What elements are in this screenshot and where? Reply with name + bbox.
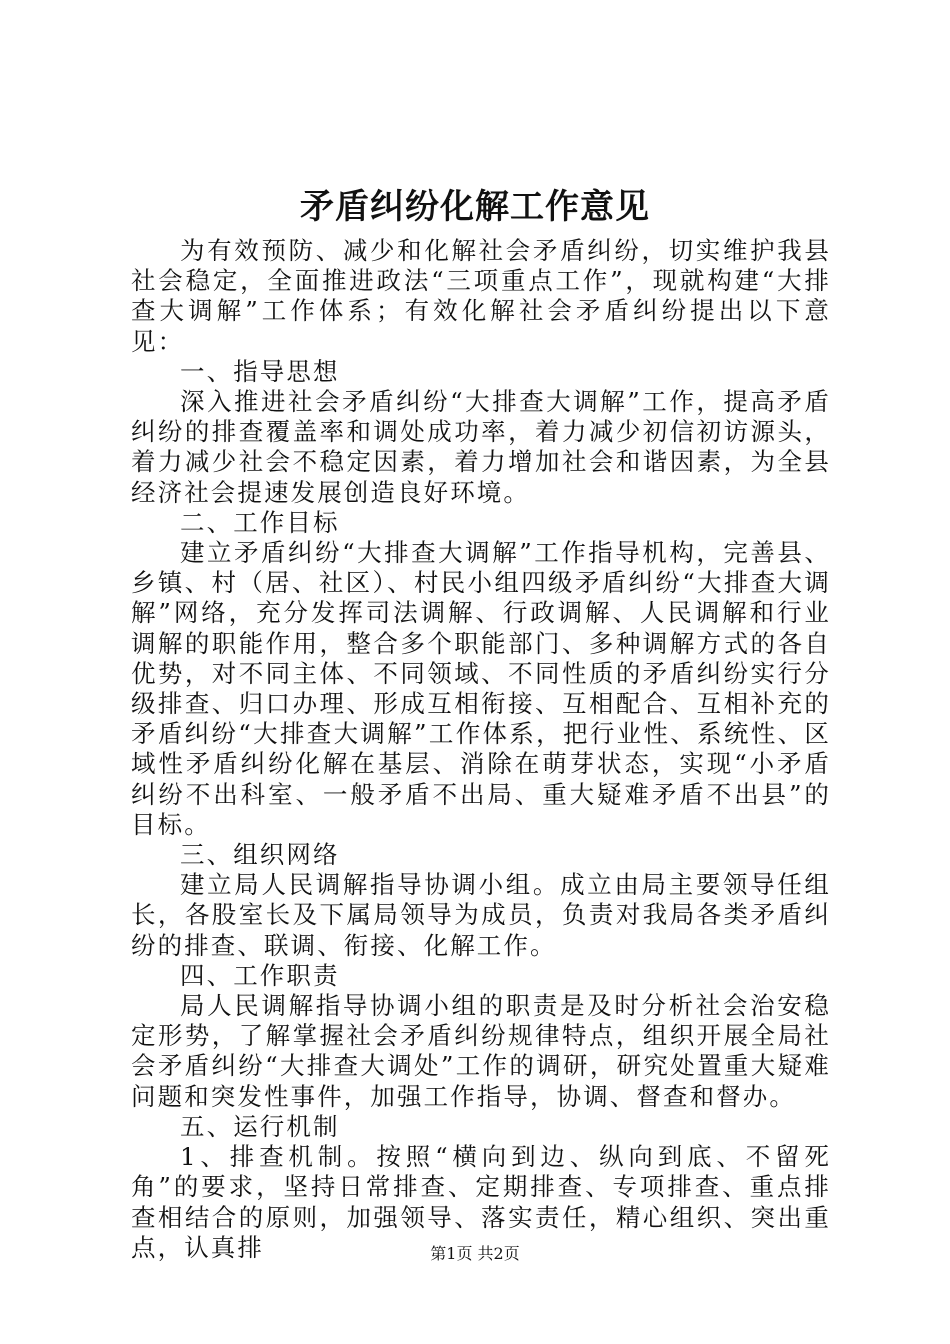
paragraph-organization-network: 建立局人民调解指导协调小组。成立由局主要领导任组长，各股室长及下属局领导为成员，负责对我局各类矛盾纠纷的排查、联调、衔接、化解工作。 (131, 870, 831, 960)
section-heading-guiding-thought: 一、指导思想 (180, 356, 340, 386)
paragraph-guiding-thought: 深入推进社会矛盾纠纷“大排查大调解”工作，提高矛盾纠纷的排查覆盖率和调处成功率，着力减少初信初访源头，着力减少社会不稳定因素，着力增加社会和谐因素，为全县经济社会提速发展创造良好环境。 (131, 387, 831, 507)
paragraph-screening-mechanism: 1、排查机制。按照“横向到边、纵向到底、不留死角”的要求，坚持日常排查、定期排查、专项排查、重点排查相结合的原则，加强领导、落实责任，精心组织、突出重点，认真排 (131, 1142, 831, 1262)
document-body (131, 236, 831, 1263)
document-title: 矛盾纠纷化解工作意见 (300, 187, 650, 227)
section-heading-operating-mechanism: 五、运行机制 (180, 1111, 340, 1141)
section-heading-organization-network: 三、组织网络 (180, 840, 340, 870)
section-heading-work-duties: 四、工作职责 (180, 960, 340, 990)
section-heading-work-goals: 二、工作目标 (180, 507, 340, 537)
paragraph-intro: 为有效预防、减少和化解社会矛盾纠纷，切实维护我县社会稳定，全面推进政法“三项重点工作”，现就构建“大排查大调解”工作体系；有效化解社会矛盾纠纷提出以下意见： (131, 236, 831, 356)
paragraph-work-goals: 建立矛盾纠纷“大排查大调解”工作指导机构，完善县、乡镇、村（居、社区）、村民小组四级矛盾纠纷“大排查大调解”网络，充分发挥司法调解、行政调解、人民调解和行业调解的职能作用，整合多个职能部门、多种调解方式的各自优势，对不同主体、不同领域、不同性质的矛盾纠纷实行分级排查、归口办理、形成互相衔接、互相配合、互相补充的矛盾纠纷“大排查大调解”工作体系，把行业性、系统性、区域性矛盾纠纷化解在基层、消除在萌芽状态，实现“小矛盾纠纷不出科室、一般矛盾不出局、重大疑难矛盾不出县”的目标。 (131, 538, 831, 839)
page-number-footer: 第1页 共2页 (430, 1244, 520, 1263)
paragraph-work-duties: 局人民调解指导协调小组的职责是及时分析社会治安稳定形势，了解掌握社会矛盾纠纷规律特点，组织开展全局社会矛盾纠纷“大排查大调处”工作的调研，研究处置重大疑难问题和突发性事件，加强工作指导，协调、督查和督办。 (131, 991, 831, 1111)
